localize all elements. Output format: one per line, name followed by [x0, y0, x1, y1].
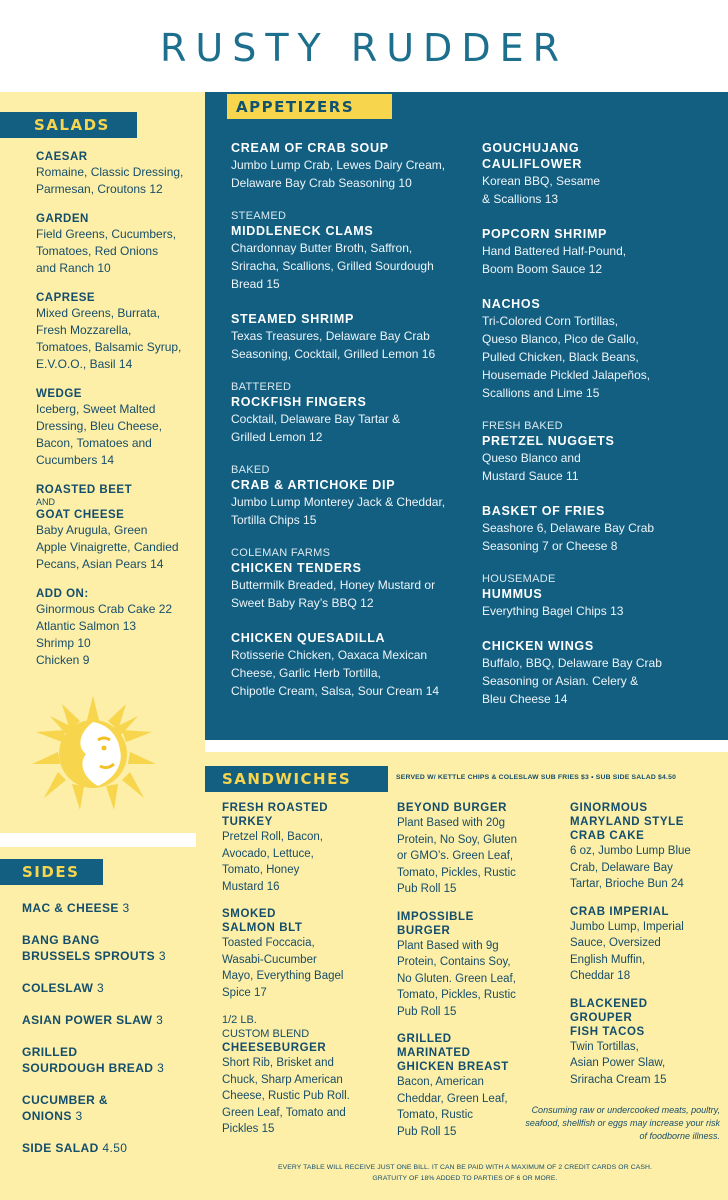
appetizer-description: Scallions and Lime 15 — [482, 386, 600, 400]
appetizer-description: Seasoning 7 or Cheese 8 — [482, 539, 618, 553]
salad-description: Atlantic Salmon 13 — [36, 619, 137, 633]
appetizer-description: Delaware Bay Crab Seasoning 10 — [231, 176, 412, 190]
salad-description: Baby Arugula, Green — [36, 523, 148, 537]
side-name: COLESLAW — [22, 981, 94, 995]
appetizer-description: Tortilla Chips 15 — [231, 513, 317, 527]
appetizer-item — [231, 140, 457, 192]
left-divider — [0, 833, 196, 847]
sandwiches-column-1 — [222, 801, 382, 1150]
appetizer-description: Texas Treasures, Delaware Bay Crab — [231, 329, 430, 343]
appetizer-description: & Scallions 13 — [482, 192, 559, 206]
sandwich-description: Protein, No Soy, Gluten — [397, 833, 517, 846]
sandwich-description: Cheese, Rustic Pub Roll. — [222, 1090, 350, 1102]
appetizer-description: Everything Bagel Chips 13 — [482, 604, 624, 618]
appetizer-description: Chardonnay Butter Broth, Saffron, — [231, 241, 413, 255]
side-item — [22, 900, 194, 916]
appetizer-description: Boom Boom Sauce 12 — [482, 262, 603, 276]
side-name: ASIAN POWER SLAW — [22, 1013, 153, 1027]
sandwich-description: Sauce, Oversized — [570, 937, 661, 949]
side-price: 4.50 — [102, 1141, 128, 1155]
appetizer-description: Korean BBQ, Sesame — [482, 174, 601, 188]
appetizer-item — [231, 464, 457, 529]
sandwich-prefix: 1/2 LB. — [222, 1014, 257, 1026]
appetizer-item — [231, 311, 457, 363]
appetizer-description: Mustard Sauce 11 — [482, 469, 579, 483]
side-name: SIDE SALAD — [22, 1141, 99, 1155]
appetizer-name: CHICKEN WINGS — [482, 639, 594, 653]
side-name: MAC & CHEESE — [22, 901, 119, 915]
sandwich-description: Crab, Delaware Bay — [570, 861, 673, 874]
sandwich-description: Twin Tortillas, — [570, 1040, 639, 1053]
sandwich-description: Protein, Contains Soy, — [397, 956, 511, 968]
sandwich-name: FRESH ROASTED — [222, 802, 329, 814]
appetizer-name: MIDDLENECK CLAMS — [231, 224, 374, 238]
appetizer-description: Sweet Baby Ray’s BBQ 12 — [231, 596, 374, 610]
sandwich-description: English Muffin, — [570, 953, 646, 966]
side-price: 3 — [156, 1013, 164, 1027]
salad-description: Iceberg, Sweet Malted — [36, 402, 156, 416]
appetizer-prefix: COLEMAN FARMS — [231, 547, 331, 559]
appetizer-name: HUMMUS — [482, 587, 543, 601]
salad-description: Ginormous Crab Cake 22 — [36, 602, 173, 616]
appetizer-description: Tri-Colored Corn Tortillas, — [482, 314, 619, 328]
salad-description: Romaine, Classic Dressing, — [36, 165, 184, 179]
sandwich-item — [570, 801, 722, 893]
appetizer-description: Cheese, Garlic Herb Tortilla, — [231, 666, 381, 680]
sandwich-name: GHICKEN BREAST — [397, 1061, 509, 1073]
side-price: 3 — [158, 949, 166, 963]
sandwich-name: CRAB CAKE — [570, 830, 645, 842]
salad-description: Tomatoes, Balsamic Syrup, — [36, 340, 182, 354]
sandwich-description: Tomato, Pickles, Rustic — [397, 866, 516, 879]
sandwich-name: GROUPER — [570, 1011, 633, 1024]
sandwich-description: Pub Roll 15 — [397, 1125, 457, 1138]
appetizer-name: BASKET OF FRIES — [482, 504, 606, 518]
appetizer-name: ROCKFISH FINGERS — [231, 395, 367, 409]
appetizer-item — [482, 226, 722, 278]
side-name: BANG BANG — [22, 933, 100, 947]
appetizer-description: Rotisserie Chicken, Oaxaca Mexican — [231, 648, 428, 662]
appetizer-description: Queso Blanco, Pico de Gallo, — [482, 332, 639, 346]
salad-name: CAESAR — [36, 151, 88, 163]
side-item — [22, 980, 194, 996]
appetizer-description: Sriracha, Scallions, Grilled Sourdough — [231, 259, 434, 273]
page-title — [0, 0, 728, 92]
side-item — [22, 1044, 194, 1076]
side-name-part: ONIONS — [22, 1109, 72, 1123]
sandwich-description: Pub Roll 15 — [397, 1005, 457, 1018]
sandwich-name: SMOKED — [222, 908, 277, 920]
side-item — [22, 1140, 194, 1156]
sandwiches-column-3 — [570, 801, 722, 1100]
sandwich-description: Cheddar 18 — [570, 970, 631, 982]
salad-description: Fresh Mozzarella, — [36, 323, 132, 337]
appetizer-description: Bleu Cheese 14 — [482, 692, 568, 706]
side-item — [22, 1012, 194, 1028]
side-name-part: SOURDOUGH BREAD — [22, 1061, 154, 1075]
sandwich-description: Mayo, Everything Bagel — [222, 970, 344, 982]
sandwich-name: CHEESEBURGER — [222, 1042, 327, 1054]
appetizer-name: CHICKEN QUESADILLA — [231, 631, 386, 645]
salad-description: Apple Vinaigrette, Candied — [36, 540, 179, 554]
appetizer-name: PRETZEL NUGGETS — [482, 434, 615, 448]
sandwich-description: 6 oz, Jumbo Lump Blue — [570, 845, 691, 857]
appetizer-name: GOUCHUJANG — [482, 141, 580, 155]
sandwich-description: Plant Based with 9g — [397, 939, 499, 952]
sandwich-description: or GMO’s. Green Leaf, — [397, 850, 514, 862]
appetizer-description: Cocktail, Delaware Bay Tartar & — [231, 412, 401, 426]
salad-description: Mixed Greens, Burrata, — [36, 306, 161, 320]
appetizers-header: APPETIZERS — [227, 94, 392, 119]
sides-header: SIDES — [0, 859, 103, 885]
appetizer-prefix: HOUSEMADE — [482, 573, 556, 585]
side-price: 3 — [157, 1061, 165, 1075]
sandwich-name: FISH TACOS — [570, 1025, 645, 1038]
appetizer-description: Jumbo Lump Crab, Lewes Dairy Cream, — [231, 158, 446, 172]
sandwich-name: SALMON BLT — [222, 922, 303, 934]
appetizers-column-2 — [482, 140, 722, 726]
side-price: 3 — [122, 901, 130, 915]
sandwich-description: Sriracha Cream 15 — [570, 1073, 667, 1086]
sandwich-description: Avocado, Lettuce, — [222, 847, 314, 860]
salad-description: Cucumbers 14 — [36, 453, 115, 467]
appetizer-name-line-2: CAULIFLOWER — [482, 157, 583, 171]
appetizer-description: Buttermilk Breaded, Honey Mustard or — [231, 578, 436, 592]
side-price: 3 — [75, 1109, 83, 1123]
side-name-line-2 — [22, 948, 194, 964]
sandwich-item — [222, 1013, 382, 1138]
sandwich-description: Asian Power Slaw, — [570, 1057, 666, 1069]
food-safety-warning: Consuming raw or undercooked meats, poultry, seafood, shellfish or eggs may increase your risk of foodborne illness. — [525, 1105, 720, 1141]
appetizer-prefix: BAKED — [231, 464, 270, 476]
salad-name: WEDGE — [36, 388, 82, 400]
sandwich-name: MARYLAND STYLE — [570, 816, 685, 828]
sandwich-description: Pub Roll 15 — [397, 883, 457, 895]
appetizer-description: Seashore 6, Delaware Bay Crab — [482, 521, 655, 535]
sandwich-description: Tomato, Honey — [222, 864, 300, 876]
appetizer-name: POPCORN SHRIMP — [482, 227, 608, 241]
appetizer-prefix: STEAMED — [231, 210, 287, 222]
salad-name: CAPRESE — [36, 292, 96, 304]
appetizer-description: Pulled Chicken, Black Beans, — [482, 350, 639, 364]
sandwich-name: GRILLED — [397, 1033, 452, 1045]
salad-item — [36, 483, 188, 573]
sandwich-description: Bacon, American — [397, 1076, 484, 1088]
sandwich-item — [397, 910, 557, 1021]
sandwich-description: Chuck, Sharp American — [222, 1073, 343, 1086]
sandwich-description: No Gluten. Green Leaf, — [397, 972, 516, 985]
sandwich-description: Spice 17 — [222, 986, 267, 999]
appetizer-item — [231, 210, 457, 293]
appetizer-description: Seasoning, Cocktail, Grilled Lemon 16 — [231, 347, 436, 361]
appetizer-prefix: BATTERED — [231, 381, 292, 393]
sandwich-name: BURGER — [397, 924, 451, 937]
salad-item — [36, 291, 188, 373]
sandwiches-header: SANDWICHES — [205, 766, 388, 792]
footer — [230, 1162, 700, 1184]
salad-description: Tomatoes, Red Onions — [36, 244, 159, 258]
salad-item — [36, 150, 188, 198]
side-name-part: BRUSSELS SPROUTS — [22, 949, 156, 963]
sandwich-description: Tomato, Rustic — [397, 1109, 474, 1121]
appetizer-description: Queso Blanco and — [482, 451, 581, 465]
appetizer-item — [231, 547, 457, 612]
sandwich-description: Pretzel Roll, Bacon, — [222, 831, 323, 843]
appetizer-prefix: FRESH BAKED — [482, 420, 563, 432]
sandwich-description: Green Leaf, Tomato and — [222, 1106, 346, 1119]
sandwiches-column-2 — [397, 801, 557, 1152]
salad-description: Shrimp 10 — [36, 636, 91, 650]
sandwich-name: IMPOSSIBLE — [397, 910, 474, 923]
sandwich-description: Toasted Foccacia, — [222, 937, 315, 949]
sandwich-item — [222, 801, 382, 895]
sandwich-description: Jumbo Lump, Imperial — [570, 920, 684, 933]
sandwich-name: TURKEY — [222, 816, 273, 828]
side-name-line-2 — [22, 1108, 194, 1124]
salad-name-joiner: AND — [36, 497, 56, 507]
appetizer-description: Jumbo Lump Monterey Jack & Cheddar, — [231, 495, 446, 509]
sandwich-name: GINORMOUS — [570, 802, 648, 814]
appetizer-name: NACHOS — [482, 297, 541, 311]
sandwich-description: Mustard 16 — [222, 880, 280, 893]
salad-description: and Ranch 10 — [36, 261, 111, 275]
appetizer-item — [482, 503, 722, 555]
sandwich-description: Plant Based with 20g — [397, 817, 506, 829]
appetizer-description: Bread 15 — [231, 277, 280, 291]
appetizer-item — [231, 381, 457, 446]
footer-line-2: GRATUITY OF 18% ADDED TO PARTIES OF 6 OR MORE. — [372, 1175, 558, 1182]
side-name: GRILLED — [22, 1045, 78, 1059]
appetizer-description: Hand Battered Half-Pound, — [482, 244, 627, 258]
sandwich-description: Pickles 15 — [222, 1123, 275, 1135]
salad-item — [36, 587, 188, 669]
sandwich-item — [397, 801, 557, 898]
sandwich-name: BEYOND BURGER — [397, 802, 508, 814]
sandwich-item — [570, 997, 722, 1089]
appetizer-description: Grilled Lemon 12 — [231, 430, 323, 444]
salad-description: Dressing, Bleu Cheese, — [36, 419, 163, 433]
sandwiches-note: SERVED W/ KETTLE CHIPS & COLESLAW SUB FRIES $3 • SUB SIDE SALAD $4.50 — [396, 774, 677, 781]
appetizer-name: CHICKEN TENDERS — [231, 561, 362, 575]
appetizer-name: STEAMED SHRIMP — [231, 312, 355, 326]
appetizer-description: Chipotle Cream, Salsa, Sour Cream 14 — [231, 684, 440, 698]
appetizer-description: Seasoning or Asian. Celery & — [482, 674, 639, 688]
appetizer-item — [482, 140, 722, 208]
appetizer-description: Housemade Pickled Jalapeños, — [482, 368, 651, 382]
appetizer-name: CREAM OF CRAB SOUP — [231, 141, 389, 155]
appetizer-item — [231, 630, 457, 700]
appetizer-item — [482, 296, 722, 402]
footer-line-1: EVERY TABLE WILL RECEIVE JUST ONE BILL. IT CAN BE PAID WITH A MAXIMUM OF 2 CREDIT CARDS OR CASH. — [278, 1164, 652, 1171]
salad-description: Chicken 9 — [36, 653, 90, 667]
appetizer-description: Buffalo, BBQ, Delaware Bay Crab — [482, 656, 662, 670]
salad-description: E.V.O.O., Basil 14 — [36, 357, 133, 371]
salad-name: ROASTED BEET — [36, 484, 133, 496]
sandwich-description: Tomato, Pickles, Rustic — [397, 989, 516, 1001]
appetizer-item — [482, 573, 722, 620]
salads-list — [36, 150, 188, 683]
salad-description: Bacon, Tomatoes and — [36, 436, 152, 450]
sandwich-description: Wasabi-Cucumber — [222, 953, 317, 966]
sandwich-item — [222, 907, 382, 1001]
appetizer-item — [482, 638, 722, 708]
salad-name-line-2: GOAT CHEESE — [36, 509, 125, 521]
sandwich-name: CRAB IMPERIAL — [570, 905, 670, 918]
restaurant-name: RUSTY RUDDER — [160, 26, 568, 70]
salad-item — [36, 387, 188, 469]
sun-face-icon — [28, 694, 158, 812]
salad-description: Field Greens, Cucumbers, — [36, 227, 177, 241]
salad-description: Pecans, Asian Pears 14 — [36, 557, 164, 571]
salad-name: ADD ON: — [36, 588, 89, 600]
sandwich-item — [570, 905, 722, 985]
salads-header: SALADS — [0, 112, 137, 138]
appetizer-item — [482, 420, 722, 485]
sandwich-prefix: CUSTOM BLEND — [222, 1028, 310, 1040]
sandwich-description: Tartar, Brioche Bun 24 — [570, 878, 684, 890]
side-item — [22, 932, 194, 964]
side-price: 3 — [96, 981, 105, 995]
sandwich-name: BLACKENED — [570, 997, 648, 1010]
sides-list — [22, 900, 194, 1172]
salad-item — [36, 212, 188, 277]
sandwich-name: MARINATED — [397, 1047, 471, 1059]
salad-name: GARDEN — [36, 213, 89, 225]
appetizers-column-1 — [231, 140, 457, 718]
salad-description: Parmesan, Croutons 12 — [36, 182, 163, 196]
appetizer-name: CRAB & ARTICHOKE DIP — [231, 478, 396, 492]
sandwich-description: Cheddar, Green Leaf, — [397, 1092, 508, 1105]
side-name-line-2 — [22, 1060, 194, 1076]
sandwich-description: Short Rib, Brisket and — [222, 1057, 334, 1069]
side-item — [22, 1092, 194, 1124]
side-name: CUCUMBER & — [22, 1093, 108, 1107]
